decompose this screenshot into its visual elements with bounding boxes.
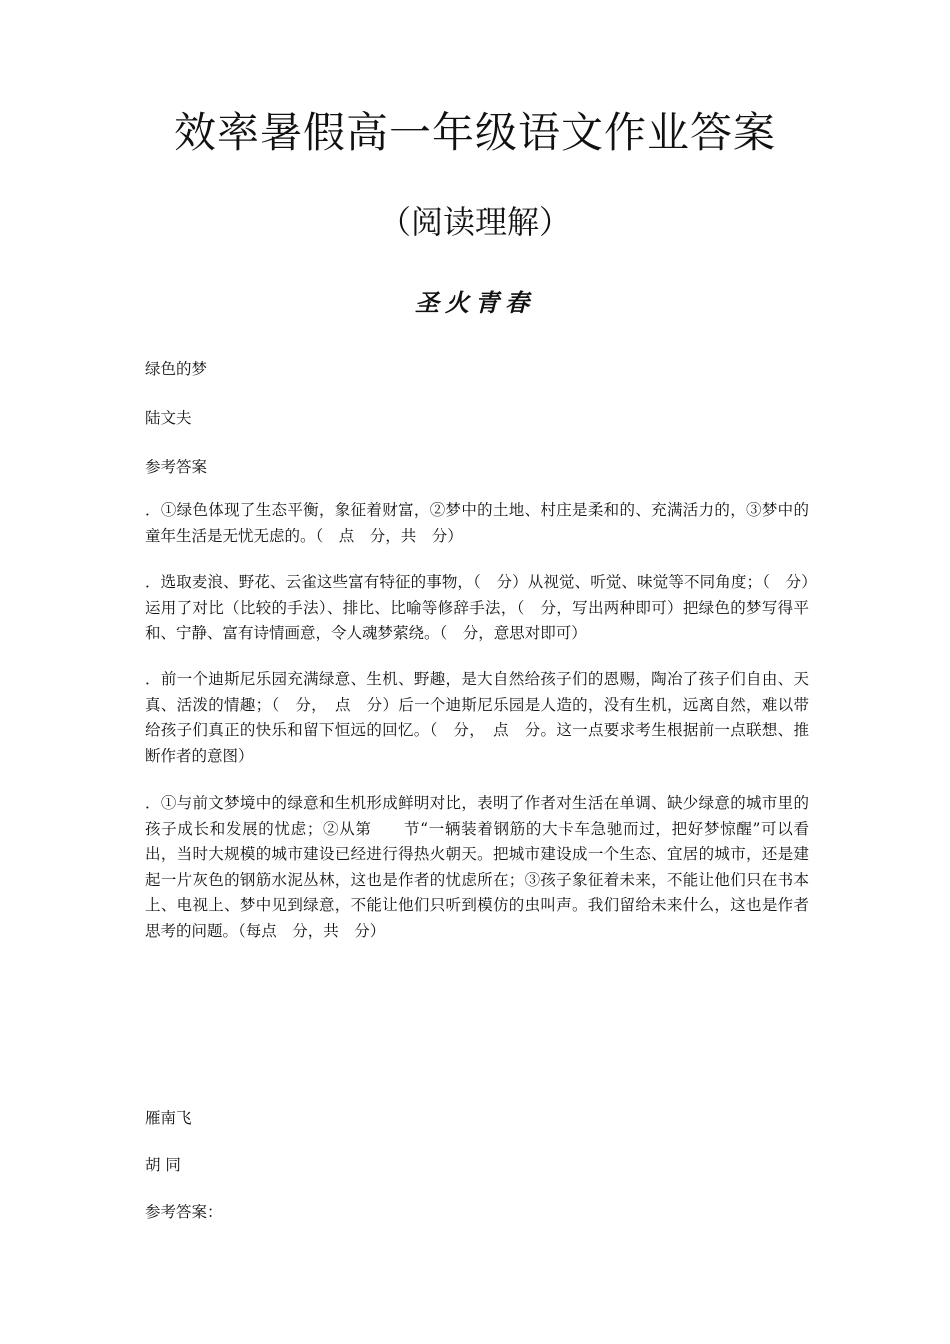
answer-item: ．前一个迪斯尼乐园充满绿意、生机、野趣，是大自然给孩子们的恩赐，陶冶了孩子们自由、天真、活泼的情趣；（ 分， 点 分）后一个迪斯尼乐园是人造的，没有生机，远离自然，难以带给孩子们真正的快乐和留下恒远的回忆。（ 分， 点 分。这一点要求考生根据前一点联想、推断作者的意图） <box>145 670 809 765</box>
article-author: 胡 同 <box>145 1156 181 1174</box>
answer-heading: 参考答案 <box>145 458 208 476</box>
article-title: 绿色的梦 <box>145 360 208 378</box>
article-title: 雁南飞 <box>145 1109 192 1127</box>
article-author: 陆文夫 <box>145 409 192 427</box>
brand-logo-text: 圣火青春 <box>415 288 535 317</box>
document-title: 效率暑假高一年级语文作业答案 <box>173 108 776 157</box>
answer-item: ．①绿色体现了生态平衡，象征着财富，②梦中的土地、村庄是柔和的、充满活力的，③梦中的童年生活是无忧无虑的。（ 点 分，共 分） <box>145 501 809 545</box>
document-subtitle: （阅读理解） <box>378 203 571 241</box>
answer-item: ．①与前文梦境中的绿意和生机形成鲜明对比，表明了作者对生活在单调、缺少绿意的城市里的孩子成长和发展的忧虑；②从第 节“一辆装着钢筋的大卡车急驰而过，把好梦惊醒”可以看出，当时大规模的城市建设已经进行得热火朝天。把城市建设成一个生态、宜居的城市，还是建起一片灰色的钢筋水泥丛林，这也是作者的忧虑所在；③孩子象征着未来，不能让他们只在书本上、电视上、梦中见到绿意，不能让他们只听到模仿的虫叫声。我们留给未来什么，这也是作者思考的问题。（每点 分，共 分） <box>145 794 809 940</box>
answer-item: ．选取麦浪、野花、云雀这些富有特征的事物，（ 分）从视觉、听觉、味觉等不同角度；（ 分）运用了对比（比较的手法）、排比、比喻等修辞手法，（ 分，写出两种即可）把绿色的梦写得平和、宁静、富有诗情画意，令人魂梦萦绕。（ 分，意思对即可） <box>145 573 809 642</box>
answer-heading: 参考答案： <box>145 1203 223 1221</box>
